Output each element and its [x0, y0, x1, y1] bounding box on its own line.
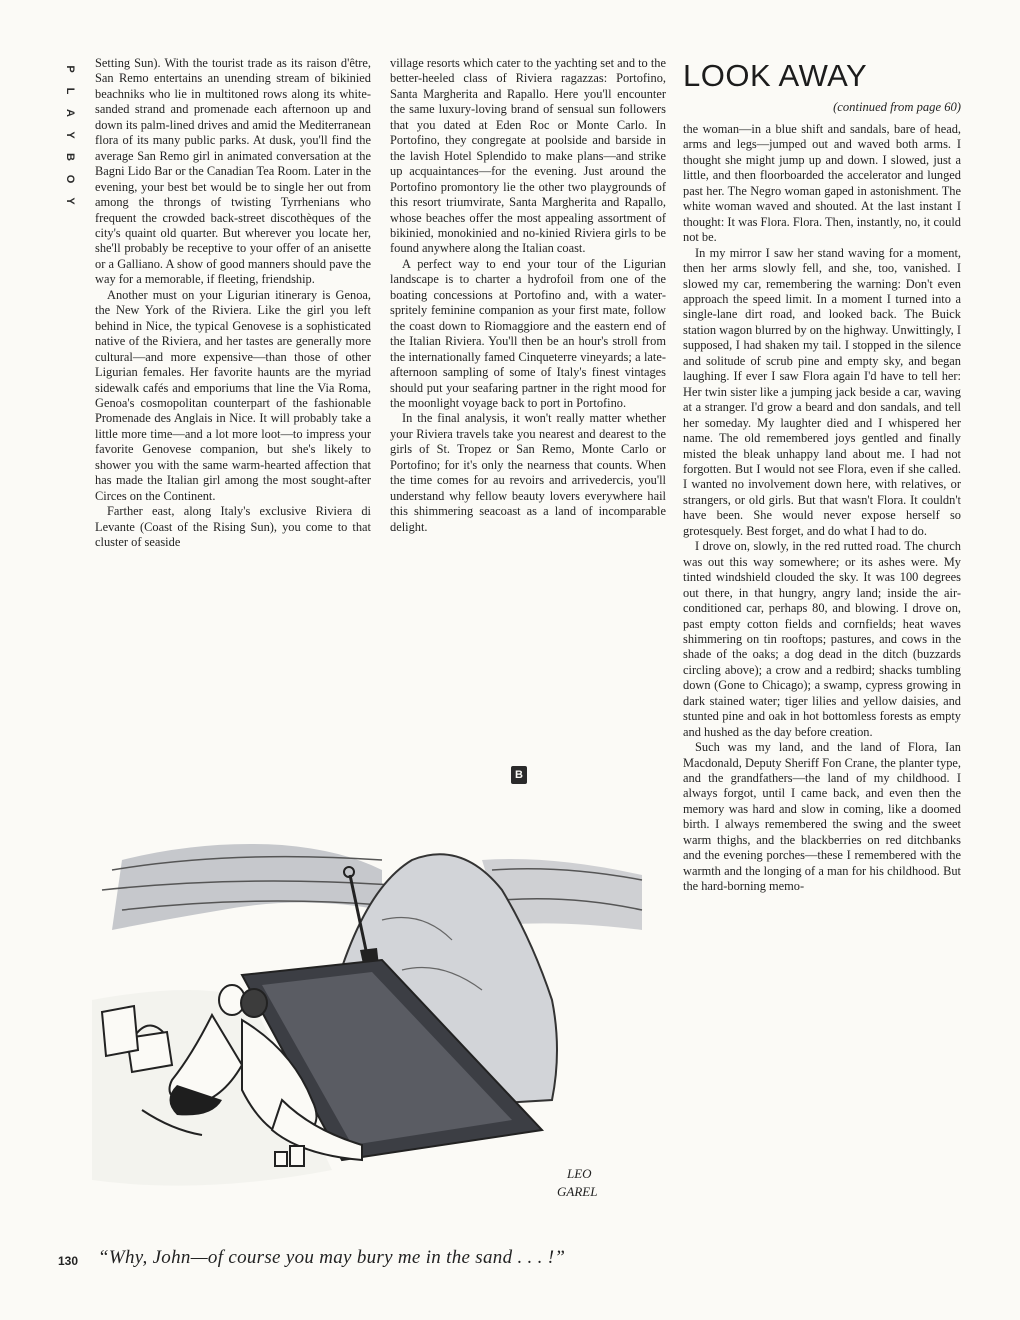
magazine-name-vertical — [58, 58, 76, 212]
artist-signature — [557, 1166, 597, 1199]
continued-from-note: (continued from page 60) — [833, 100, 961, 114]
column3-paragraph-3: I drove on, slowly, in the red rutted road. The church was out this way somewhere; or its ashes were. My tinted windshield clouded the sky. It was 100 degrees out there, in that hungry, angry land; inside the air-conditioned car, perhaps 80, and blowing. I drove on, past empty cotton fields and cornfields; heat waves shimmering on tin rooftops; pastures, and cows in the shade of the oaks; a dog dead in the ditch (buzzards circling above); a crow and a redbird; shacks tumbling down (Gone to Chicago); a swamp, cypress growing in dark stained water; tiger lilies and yellow daisies, and stunted pine and oak in hot bottomless forests as empty and hushed as the day before creation. — [683, 539, 961, 739]
cartoon-caption: “Why, John—of course you may bury me in the sand . . . !” — [98, 1247, 566, 1268]
signature-line-1: LEO — [567, 1166, 592, 1181]
article-column-3 — [683, 122, 961, 895]
signature-line-2: GAREL — [557, 1184, 598, 1199]
beach-bag-drawing — [102, 1006, 138, 1056]
magazine-name-letter: P — [64, 65, 76, 73]
magazine-name-letter: A — [64, 109, 76, 117]
column1-paragraph-3: Farther east, along Italy's exclusive Riviera di Levante (Coast of the Rising Sun), you come to that cluster of seaside — [95, 504, 371, 550]
column2-paragraph-2: A perfect way to end your tour of the Ligurian landscape is to charter a hydrofoil from one of the boating concessions at Portofino and, with a water-spritely feminine companion as your first mate, follow the coast down to Riomaggiore and the eastern end of the Italian Riviera. You'll then be an hour's stroll from the internationally famed Cinqueterre vineyards; a late-afternoon sampling of some of Italy's finest vintages should put your seafaring partner in the right mood for the moonlight voyage back to port in Portofino. — [390, 256, 666, 410]
column3-paragraph-2: In my mirror I saw her stand waving for a moment, then her arms slowly fell, and she, too, vanished. I slowed my car, remembering the warning: Don't even approach the speed limit. In a moment I turned into a single-lane dirt road, and looked back. The Buick station wagon blurred by on the highway. Unwittingly, I supposed, I had shaken my tail. I stopped in the silence and solitude of scrub pine and empty sky, and began laughing. If ever I saw Flora again I'd have to tell her: Her twin sister like a jumping jack beside a car, waving at a stranger. I'd grow a beard and don sandals, and tell her someday. My laughter died and I whispered her name. The old remembered joys gentled and finally misted the bleak unhappy land about me. I had not forgotten. But I would not see Flora, even if she called. I wanted no involvement down here, with relatives, or strangers, or old girls. But that wasn't Flora. It couldn't have been. She would never expose herself so grotesquely. Best forget, and do what I had to do. — [683, 245, 961, 538]
magazine-name-letter: Y — [64, 197, 76, 205]
article-column-1 — [95, 56, 371, 551]
column3-paragraph-1: the woman—in a blue shift and sandals, bare of head, arms and legs—jumped out and waved both arms. I thought she might jump up and down. I slowed, just a little, and then floorboarded the accelerator and lunged past her. The Negro woman gaped in astonishment. The white woman waved and shouted. At the last instant I thought: It was Flora. Flora. Then, instantly, no, it could not be. — [683, 122, 961, 245]
magazine-name-letter: O — [64, 174, 76, 184]
column3-paragraph-4: Such was my land, and the land of Flora, Ian Macdonald, Deputy Sheriff Fon Crane, the planter type, and the grandfathers—the land of my childhood. I always forgot, until I came back, and even then the memory was hard and slow in coming, like a doomed birth. I always remembered the swing and the sweet warm thighs, and the blackberries on red ditchbanks and the evening porches—these I remembered with the warmth and the longing of a man for his childhood. But the hard-borning memo- — [683, 740, 961, 894]
column1-paragraph-2: Another must on your Ligurian itinerary is Genoa, the New York of the Riviera. Like the girl you left behind in Nice, the typical Genovese is a sophisticated native of the Riviera, and her tastes are generally more cultural—and more expensive—than those of other Ligurian females. Her favorite haunts are the myriad sidewalk cafés and emporiums that line the Via Roma, Genoa's cosmopolitan counterpart of the fashionable Promenade des Anglais in Nice. It will probably take a little more time—and a lot more loot—to impress your favorite Genovese companion, but she's likely to shower you with the same warm-hearted affection that has made the Italian girl among the most sought-after Circes on the Continent. — [95, 287, 371, 503]
magazine-name-letter: B — [64, 153, 76, 161]
magazine-name-letter: L — [64, 87, 76, 95]
end-of-article-mark: B — [511, 766, 527, 784]
beach-cartoon-illustration — [82, 800, 672, 1240]
story-headline: LOOK AWAY — [683, 58, 868, 93]
column1-paragraph-1: Setting Sun). With the tourist trade as its raison d'être, San Remo entertains an unending stream of bikinied beachniks who lie in multitoned rows along its white-sanded strand and promenade each afternoon up and down its palm-lined drives and amid the Mediterranean flora of its many public parks. At dusk, you'll find the average San Remo girl in animated conversation at the Bagni Lido Bar or the Canadian Tea Room. Later in the evening, your best bet would be to single her out from among the throngs of twisting Tyrrhenians who frequent the crowded back-street discothèques of the city's quaint old quarter. But wherever you locate her, she'll probably be receptive to your offer of an anisette or a Galliano. A show of good manners should pave the way for a memorable, if fleeting, friendship. — [95, 56, 371, 287]
page-number: 130 — [58, 1254, 79, 1268]
column2-paragraph-3: In the final analysis, it won't really matter whether your Riviera travels take you nearest and dearest to the girls of St. Tropez or San Remo, Monte Carlo or Portofino; for it's only the nearness that counts. When the time comes for au revoirs and arrivedercis, you'll understand why fellow beauty lovers everywhere hail this shimmering seacoast as a land of incomparable delight. — [390, 411, 666, 534]
article-column-2 — [390, 56, 666, 535]
magazine-name-letter: Y — [64, 131, 76, 139]
column2-paragraph-1: village resorts which cater to the yachting set and to the better-heeled class of Riviera ragazzas: Portofino, Santa Margherita and Rapallo. Here you'll encounter the same luxury-loving brand of sensual sun followers that you dated at Eden Roc or Monte Carlo. In Portofino, they congregate at poolside and barside in the lavish Hotel Splendido to make plans—and strike up acquaintances—for the evening. Just around the Portofino promontory lie the other two playgrounds of this resort triumvirate, Santa Margherita and Rapallo, whose beaches offer the most appealing assortment of bikinied, monokinied and no-kinied Riviera girls to be found anywhere along the Italian coast. — [390, 56, 666, 256]
